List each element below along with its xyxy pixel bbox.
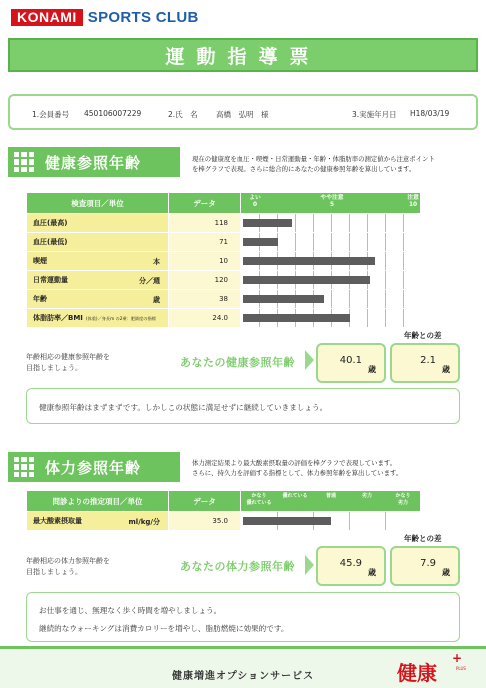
fitness-head-item: 問診よりの推定項目／単位 xyxy=(27,491,169,512)
fitness-result-label: あなたの体力参照年齢 xyxy=(180,560,295,573)
health-item-name xyxy=(27,233,169,252)
konami-logo xyxy=(11,9,199,25)
health-table-row xyxy=(27,252,421,271)
grid-line xyxy=(367,214,368,232)
fitness-scale-label: 優れている xyxy=(282,493,308,499)
footer xyxy=(0,646,486,688)
fitness-message-box xyxy=(26,592,460,642)
fitness-scale-label: 普通 xyxy=(325,493,336,499)
grid-line xyxy=(403,233,404,251)
grid-line xyxy=(385,252,386,270)
health-table xyxy=(26,192,421,328)
grid-line xyxy=(331,214,332,232)
footer-service: 健康増進オプションサービス xyxy=(172,671,315,682)
health-item-value: 24.0 xyxy=(169,309,241,328)
health-table-row xyxy=(27,233,421,252)
grid-line xyxy=(349,290,350,308)
grid-line xyxy=(385,271,386,289)
health-age-value: 40.1 xyxy=(339,355,362,366)
fitness-head-data: データ xyxy=(169,491,241,512)
grid-line xyxy=(331,233,332,251)
date-label: 3.実施年月日 xyxy=(352,110,397,119)
health-diff-unit: 歳 xyxy=(442,365,450,374)
health-table-row xyxy=(27,309,421,328)
fitness-diff-value: 7.9 xyxy=(420,558,436,569)
footer-brand: 健康 xyxy=(397,661,437,685)
arrow-icon xyxy=(305,350,314,370)
fitness-message: お仕事を通じ、無理なく歩く時間を増やしましょう。 xyxy=(39,606,222,615)
health-head-data: データ xyxy=(169,193,241,214)
health-bar xyxy=(243,219,292,227)
health-bar-cell xyxy=(241,252,421,271)
fitness-table-row xyxy=(27,512,421,531)
health-bar-cell xyxy=(241,214,421,233)
member-number: 450106007229 xyxy=(84,109,142,118)
grid-line xyxy=(313,214,314,232)
grid-line xyxy=(385,309,386,327)
fitness-scale-label: かなり 優れている xyxy=(246,493,272,506)
grid-icon xyxy=(11,149,37,175)
health-note: 年齢相応の健康参照年齢を 目指しましょう。 xyxy=(26,353,110,372)
grid-line xyxy=(403,309,404,327)
health-bar-cell xyxy=(241,309,421,328)
fitness-item-value: 35.0 xyxy=(169,512,241,531)
health-section-title: 健康参照年齢 xyxy=(45,153,142,172)
health-item-value: 118 xyxy=(169,214,241,233)
grid-line xyxy=(331,290,332,308)
item-unit: 本 xyxy=(153,258,160,266)
page-title-text: 運動指導票 xyxy=(165,45,321,68)
item-sub-label: (体重)／身長m の2乗：肥満度の指標 xyxy=(85,315,156,321)
fitness-table xyxy=(26,490,421,531)
grid-line xyxy=(403,214,404,232)
grid-line xyxy=(367,233,368,251)
health-item-value: 10 xyxy=(169,252,241,271)
scale-label-caution: 注意 10 xyxy=(407,195,419,208)
health-desc-line: を棒グラフで表現。さらに総合的にあなたの健康参照年齢を算出しています。 xyxy=(192,165,416,173)
health-bar-cell xyxy=(241,271,421,290)
fitness-note: 年齢相応の体力参照年齢を 目指しましょう。 xyxy=(26,557,110,576)
health-head-item: 検査項目／単位 xyxy=(27,193,169,214)
grid-line xyxy=(385,233,386,251)
item-label: 年齢 xyxy=(33,295,47,303)
health-bar-cell xyxy=(241,233,421,252)
footer-plus: + xyxy=(452,651,463,665)
grid-line xyxy=(349,214,350,232)
item-label: 喫煙 xyxy=(33,257,47,265)
fitness-scale-label: かなり 劣力 xyxy=(395,493,411,506)
health-bar xyxy=(243,314,350,322)
fitness-diff-unit: 歳 xyxy=(442,568,450,577)
health-age-box xyxy=(316,343,386,383)
grid-line xyxy=(313,233,314,251)
item-label: 血圧(最低) xyxy=(33,238,68,246)
scale-label-good: よい 0 xyxy=(249,195,261,208)
grid-line xyxy=(295,233,296,251)
health-item-value: 120 xyxy=(169,271,241,290)
member-name: 高橋 弘明 様 xyxy=(216,110,269,119)
fitness-item-name xyxy=(27,512,169,531)
health-item-value: 38 xyxy=(169,290,241,309)
page-title xyxy=(8,38,478,72)
grid-line xyxy=(385,214,386,232)
grid-line xyxy=(367,309,368,327)
health-item-name xyxy=(27,214,169,233)
fitness-diff-label: 年齢との差 xyxy=(404,534,442,543)
item-unit: 歳 xyxy=(153,296,160,304)
health-message: 健康参照年齢はまずまずです。しかしこの状態に満足せずに継続していきましょう。 xyxy=(39,403,328,412)
member-info xyxy=(8,94,478,130)
grid-line xyxy=(403,290,404,308)
fitness-age-box xyxy=(316,546,386,586)
grid-line xyxy=(385,512,386,530)
item-label: 最大酸素摂取量 xyxy=(33,517,82,525)
fitness-diff-box xyxy=(390,546,460,586)
grid-line xyxy=(349,512,350,530)
member-name-label: 2.氏 名 xyxy=(168,110,198,119)
date-value: H18/03/19 xyxy=(410,109,450,118)
health-bar xyxy=(243,295,324,303)
grid-icon xyxy=(11,454,37,480)
grid-line xyxy=(403,252,404,270)
health-result-label: あなたの健康参照年齢 xyxy=(180,356,295,369)
fitness-bar-cell xyxy=(241,512,421,531)
grid-line xyxy=(295,214,296,232)
arrow-icon xyxy=(305,555,314,575)
fitness-scale-header xyxy=(241,491,421,512)
item-label: 日常運動量 xyxy=(33,276,68,284)
fitness-age-unit: 歳 xyxy=(368,568,376,577)
fitness-scale-label: 劣力 xyxy=(361,493,372,499)
health-item-name xyxy=(27,290,169,309)
health-diff-box xyxy=(390,343,460,383)
health-item-value: 71 xyxy=(169,233,241,252)
health-description xyxy=(192,154,482,174)
logo-box: KONAMI xyxy=(11,9,83,26)
item-unit: 分／週 xyxy=(139,277,160,285)
grid-line xyxy=(385,290,386,308)
item-label: 体脂肪率／BMI xyxy=(33,314,83,322)
health-diff-label: 年齢との差 xyxy=(404,331,442,340)
fitness-age-value: 45.9 xyxy=(339,558,362,569)
health-bar-cell xyxy=(241,290,421,309)
fitness-desc-line: さらに、持久力を評価する指標として、体力参照年齢を算出しています。 xyxy=(192,469,403,477)
health-item-name xyxy=(27,271,169,290)
health-table-row xyxy=(27,290,421,309)
grid-line xyxy=(349,233,350,251)
health-item-name xyxy=(27,309,169,328)
fitness-section-title: 体力参照年齢 xyxy=(45,458,142,477)
health-bar xyxy=(243,257,375,265)
fitness-description xyxy=(192,458,482,478)
health-bar xyxy=(243,276,370,284)
health-item-name xyxy=(27,252,169,271)
item-unit: ml/kg/分 xyxy=(128,518,160,526)
member-number-label: 1.会員番号 xyxy=(32,110,70,119)
item-label: 血圧(最高) xyxy=(33,219,68,227)
footer-tiny: PLUS xyxy=(456,666,466,671)
health-section-header xyxy=(8,147,180,177)
fitness-message: 継続的なウォーキングは消費カロリーを増やし、脂肪燃焼に効果的です。 xyxy=(39,624,289,633)
health-bar xyxy=(243,238,278,246)
fitness-desc-line: 体力測定結果より最大酸素摂取量の評価を棒グラフで表現しています。 xyxy=(192,459,397,467)
fitness-bar xyxy=(243,517,331,525)
logo-text: SPORTS CLUB xyxy=(87,8,199,26)
health-age-unit: 歳 xyxy=(368,365,376,374)
grid-line xyxy=(403,271,404,289)
health-table-row xyxy=(27,271,421,290)
health-message-box xyxy=(26,388,460,424)
health-scale-header xyxy=(241,193,421,214)
grid-line xyxy=(367,290,368,308)
scale-label-caution-slight: やや注意 5 xyxy=(320,195,344,208)
health-diff-value: 2.1 xyxy=(420,355,436,366)
health-desc-line: 現在の健康度を血圧・喫煙・日常運動量・年齢・体脂肪率の測定値から注意ポイント xyxy=(192,155,435,163)
fitness-section-header xyxy=(8,452,180,482)
health-table-row xyxy=(27,214,421,233)
